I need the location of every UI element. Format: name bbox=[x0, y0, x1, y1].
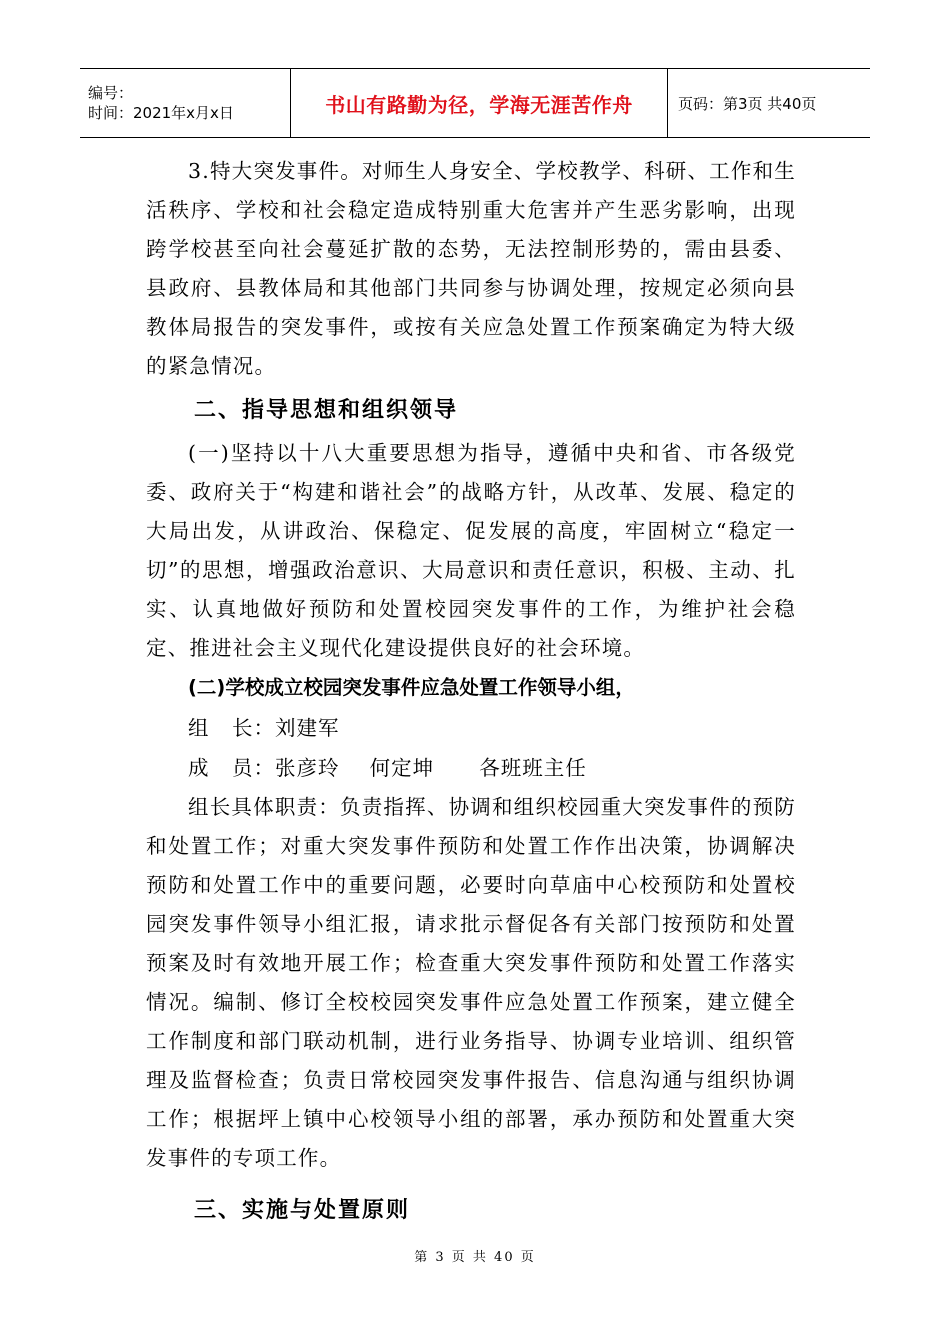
motto-text: 书山有路勤为径，学海无涯苦作舟 bbox=[325, 92, 633, 117]
group-leader-line: 组 长：刘建军 bbox=[188, 716, 340, 740]
subheading-leadership-group: (二)学校成立校园突发事件应急处置工作领导小组， bbox=[188, 676, 635, 699]
paragraph-leader-duties: 组长具体职责：负责指挥、协调和组织校园重大突发事件的预防和处置工作；对重大突发事件预防和处置工作作出决策，协调解决预防和处置工作中的重要问题，必要时向草庙中心校预防和处置校园突发事件领导小组汇报，请求批示督促各有关部门按预防和处置预案及时有效地开展工作；检查重大突发事件预防和处置工作落实情况。编制、修订全校校园突发事件应急处置工作预案，建立健全工作制度和部门联动机制，进行业务指导、协调专业培训、组织管理及监督检查；负责日常校园突发事件报告、信息沟通与组织协调工作；根据坪上镇中心校领导小组的部署，承办预防和处置重大突发事件的专项工作。 bbox=[146, 795, 796, 1170]
footer-page-number: 第 3 页 共 40 页 bbox=[414, 1250, 536, 1265]
page-footer bbox=[0, 1246, 950, 1265]
header-meta bbox=[80, 69, 291, 137]
paragraph-special-emergency: 3.特大突发事件。对师生人身安全、学校教学、科研、工作和生活秩序、学校和社会稳定造成特别重大危害并产生恶劣影响，出现跨学校甚至向社会蔓延扩散的态势，无法控制形势的，需由县委、县政府、县教体局和其他部门共同参与协调处理，按规定必须向县教体局报告的突发事件，或按有关应急处置工作预案确定为特大级的紧急情况。 bbox=[146, 159, 796, 378]
header-motto bbox=[291, 69, 668, 137]
document-number-label: 编号： bbox=[88, 84, 134, 102]
header-page-info bbox=[668, 69, 870, 137]
paragraph-guiding-ideology: (一)坚持以十八大重要思想为指导，遵循中央和省、市各级党委、政府关于“构建和谐社会”的战略方针，从改革、发展、稳定的大局出发，从讲政治、保稳定、促发展的高度，牢固树立“稳定一切”的思想，增强政治意识、大局意识和责任意识，积极、主动、扎实、认真地做好预防和处置校园突发事件的工作，为维护社会稳定、推进社会主义现代化建设提供良好的社会环境。 bbox=[146, 441, 796, 660]
document-time-label: 时间：2021年x月x日 bbox=[88, 104, 234, 122]
group-members-line: 成 员：张彦玲 何定坤 各班班主任 bbox=[188, 756, 587, 780]
section-heading-guiding-ideology: 二、指导思想和组织领导 bbox=[194, 398, 459, 423]
document-header bbox=[80, 68, 870, 138]
section-heading-principles: 三、实施与处置原则 bbox=[194, 1198, 411, 1223]
page-info-text: 页码：第3页 共40页 bbox=[678, 94, 817, 113]
document-body bbox=[146, 152, 796, 1234]
